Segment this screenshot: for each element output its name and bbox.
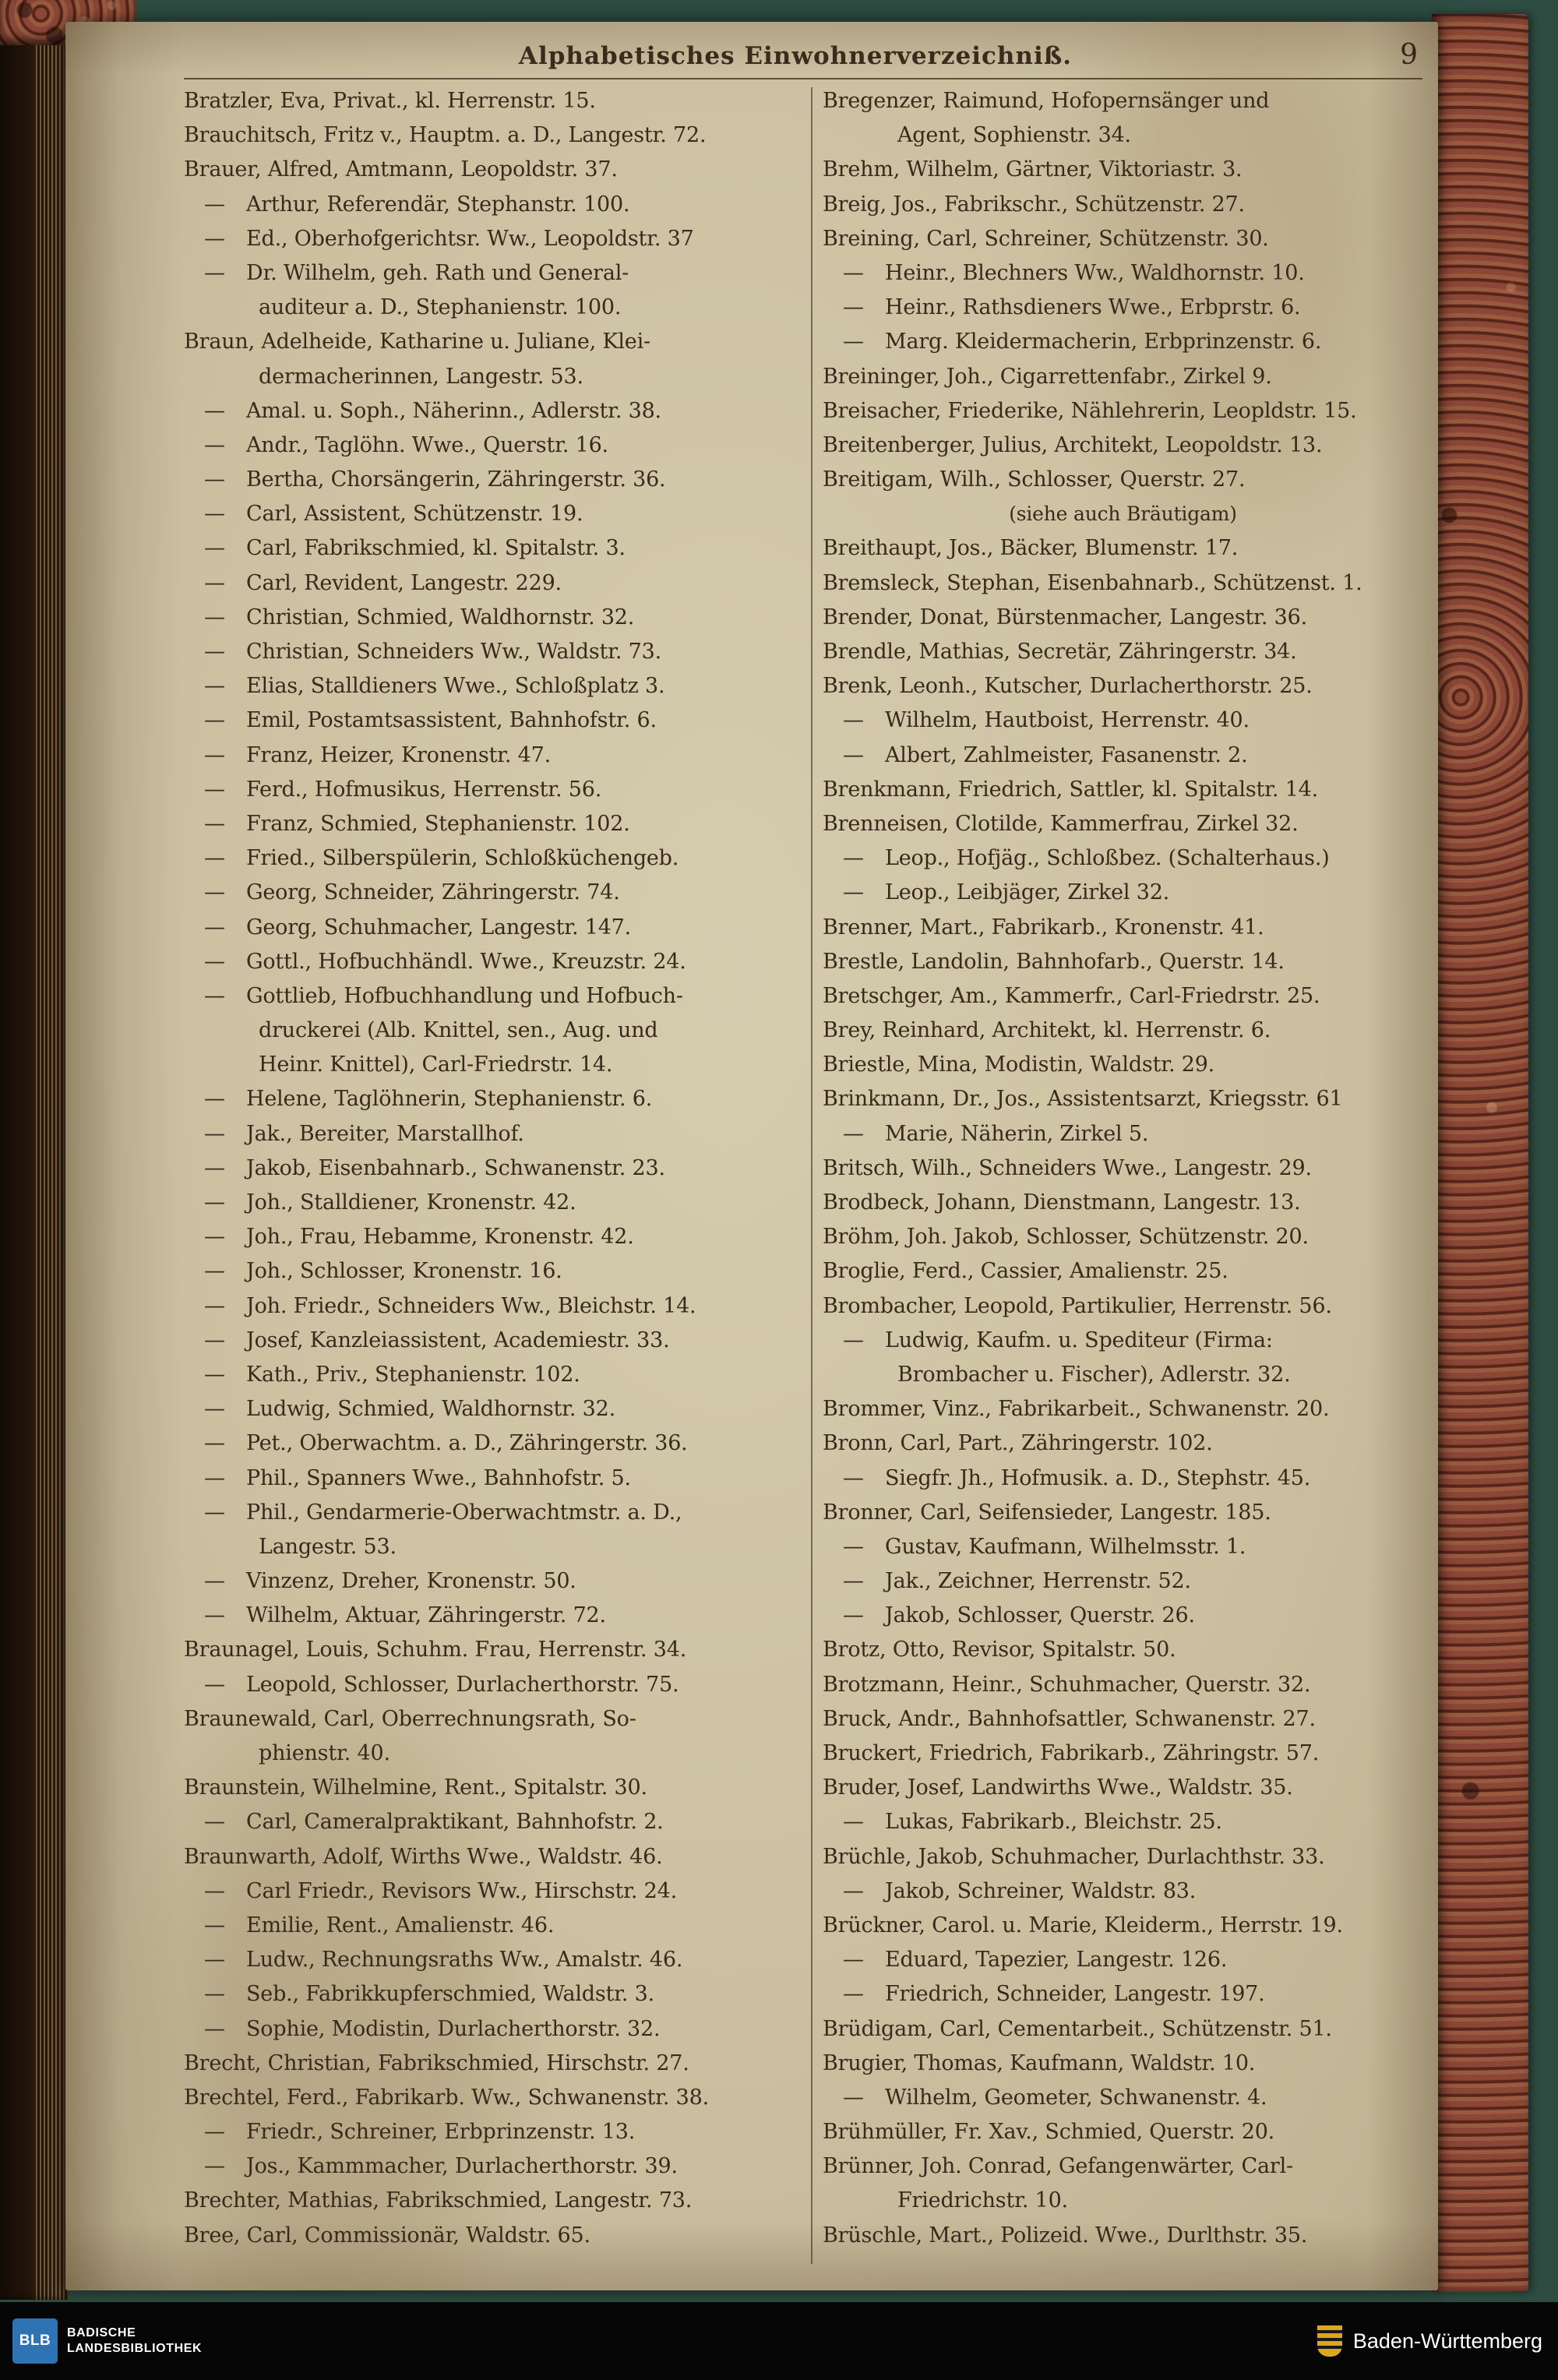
directory-entry-line: Brehm, Wilhelm, Gärtner, Viktoriastr. 3. bbox=[823, 157, 1243, 182]
repeat-surname-dash: — bbox=[204, 432, 225, 457]
repeat-surname-dash: — bbox=[204, 192, 225, 217]
repeat-surname-dash: — bbox=[204, 2120, 225, 2145]
repeat-surname-dash: — bbox=[204, 467, 225, 492]
repeat-surname-dash: — bbox=[204, 708, 225, 733]
entry-text: Seb., Fabrikkupferschmied, Waldstr. 3. bbox=[246, 1982, 655, 2007]
repeat-surname-dash: — bbox=[204, 1603, 225, 1628]
entry-text: Josef, Kanzleiassistent, Academiestr. 33. bbox=[246, 1328, 670, 1352]
entry-text: Georg, Schneider, Zähringerstr. 74. bbox=[246, 880, 620, 905]
directory-entry-line bbox=[823, 1564, 1423, 1599]
directory-column-left bbox=[184, 84, 801, 2264]
directory-entry-line bbox=[184, 1805, 801, 1839]
entry-text: Carl, Cameralpraktikant, Bahnhofstr. 2. bbox=[246, 1810, 664, 1835]
entry-text: Marg. Kleidermacherin, Erbprinzenstr. 6. bbox=[885, 330, 1322, 354]
repeat-surname-dash: — bbox=[204, 1431, 225, 1456]
directory-entry-line: Breitigam, Wilh., Schlosser, Querstr. 27. bbox=[823, 467, 1246, 492]
directory-entry-line: Bronner, Carl, Seifensieder, Langestr. 185. bbox=[823, 1500, 1271, 1525]
directory-entry-line bbox=[184, 1564, 801, 1599]
directory-entry-line bbox=[184, 566, 801, 601]
directory-entry-line: Bratzler, Eva, Privat., kl. Herrenstr. 15. bbox=[184, 89, 596, 113]
directory-entry-line bbox=[184, 1358, 801, 1392]
directory-entry-line bbox=[184, 1977, 801, 2012]
entry-text: Joh., Schlosser, Kronenstr. 16. bbox=[246, 1259, 562, 1284]
directory-entry-line: Brechter, Mathias, Fabrikschmied, Langestr. 73. bbox=[184, 2188, 693, 2213]
directory-entry-line bbox=[823, 841, 1423, 876]
repeat-surname-dash: — bbox=[843, 1948, 864, 1973]
blb-logo-text: BLB bbox=[19, 2332, 51, 2349]
directory-entry-line bbox=[184, 394, 801, 428]
repeat-surname-dash: — bbox=[204, 226, 225, 251]
entry-text: Ludw., Rechnungsraths Ww., Amalstr. 46. bbox=[246, 1948, 683, 1973]
repeat-surname-dash: — bbox=[843, 742, 864, 767]
directory-entry-line bbox=[184, 1289, 801, 1324]
entry-text: Leopold, Schlosser, Durlacherthorstr. 75. bbox=[246, 1672, 679, 1697]
entry-text: Joh., Frau, Hebamme, Kronenstr. 42. bbox=[246, 1225, 634, 1250]
entry-text: Kath., Priv., Stephanienstr. 102. bbox=[246, 1362, 580, 1387]
directory-entry-line: Brombacher, Leopold, Partikulier, Herrenstr. 56. bbox=[823, 1293, 1332, 1318]
directory-entry-line bbox=[823, 2081, 1423, 2115]
repeat-surname-dash: — bbox=[204, 1878, 225, 1903]
repeat-surname-dash: — bbox=[204, 1259, 225, 1284]
directory-entry-line bbox=[184, 1426, 801, 1461]
directory-entry-line: druckerei (Alb. Knittel, sen., Aug. und bbox=[259, 1018, 658, 1043]
directory-entry-line: Agent, Sophienstr. 34. bbox=[897, 123, 1131, 148]
repeat-surname-dash: — bbox=[204, 536, 225, 561]
entry-text: Jakob, Schreiner, Waldstr. 83. bbox=[885, 1878, 1197, 1903]
repeat-surname-dash: — bbox=[204, 1465, 225, 1490]
directory-entry-line bbox=[184, 1599, 801, 1633]
directory-entry-line bbox=[184, 188, 801, 222]
entry-text: Wilhelm, Aktuar, Zähringerstr. 72. bbox=[246, 1603, 606, 1628]
repeat-surname-dash: — bbox=[204, 1225, 225, 1250]
entry-text: Jos., Kammmacher, Durlacherthorstr. 39. bbox=[246, 2154, 678, 2179]
directory-entry-line: Heinr. Knittel), Carl-Friedrstr. 14. bbox=[259, 1052, 613, 1077]
directory-entry-line: Bronn, Carl, Part., Zähringerstr. 102. bbox=[823, 1431, 1213, 1456]
entry-text: Emil, Postamtsassistent, Bahnhofstr. 6. bbox=[246, 708, 657, 733]
directory-entry-line bbox=[184, 635, 801, 669]
repeat-surname-dash: — bbox=[843, 1121, 864, 1146]
directory-entry-line: Brenner, Mart., Fabrikarb., Kronenstr. 41. bbox=[823, 915, 1264, 940]
directory-entry-line: Bröhm, Joh. Jakob, Schlosser, Schützenstr. 20. bbox=[823, 1225, 1309, 1250]
directory-entry-line: Brinkmann, Dr., Jos., Assistentsarzt, Kriegsstr. 61 bbox=[823, 1087, 1343, 1112]
directory-entry-line: Braunagel, Louis, Schuhm. Frau, Herrenstr. 34. bbox=[184, 1638, 687, 1662]
entry-text: Jak., Zeichner, Herrenstr. 52. bbox=[885, 1569, 1191, 1594]
book-page bbox=[65, 22, 1438, 2290]
entry-text: Andr., Taglöhn. Wwe., Querstr. 16. bbox=[246, 432, 608, 457]
directory-entry-line: Bruder, Josef, Landwirths Wwe., Waldstr. 35. bbox=[823, 1775, 1293, 1800]
directory-entry-line: Breig, Jos., Fabrikschr., Schützenstr. 27. bbox=[823, 192, 1245, 217]
directory-entry-line bbox=[184, 1943, 801, 1977]
directory-entry-line bbox=[823, 1324, 1423, 1358]
directory-entry-line: Brugier, Thomas, Kaufmann, Waldstr. 10. bbox=[823, 2050, 1256, 2075]
entry-text: Dr. Wilhelm, geh. Rath und General- bbox=[246, 260, 629, 285]
repeat-surname-dash: — bbox=[204, 1362, 225, 1387]
repeat-surname-dash: — bbox=[204, 846, 225, 871]
entry-text: Leop., Hofjäg., Schloßbez. (Schalterhaus.) bbox=[885, 846, 1330, 871]
directory-entry-line bbox=[184, 1392, 801, 1426]
repeat-surname-dash: — bbox=[204, 2154, 225, 2179]
directory-entry-line: Brecht, Christian, Fabrikschmied, Hirschstr. 27. bbox=[184, 2050, 689, 2075]
directory-entry-line bbox=[823, 1461, 1423, 1496]
entry-text: Sophie, Modistin, Durlacherthorstr. 32. bbox=[246, 2016, 661, 2041]
directory-entry-line: Bruck, Andr., Bahnhofsattler, Schwanenstr. 27. bbox=[823, 1706, 1316, 1731]
directory-entry-line bbox=[184, 463, 801, 497]
entry-text: Amal. u. Soph., Näherinn., Adlerstr. 38. bbox=[246, 398, 661, 423]
directory-entry-line bbox=[184, 531, 801, 566]
directory-entry-line bbox=[184, 1496, 801, 1530]
directory-entry-line: Braun, Adelheide, Katharine u. Juliane, Klei- bbox=[184, 330, 650, 354]
directory-entry-line bbox=[184, 222, 801, 256]
repeat-surname-dash: — bbox=[204, 1121, 225, 1146]
directory-entry-line bbox=[184, 428, 801, 463]
directory-entry-line bbox=[184, 1082, 801, 1116]
directory-entry-line: Friedrichstr. 10. bbox=[897, 2188, 1068, 2213]
directory-entry-line bbox=[184, 841, 801, 876]
library-name bbox=[67, 2325, 202, 2357]
repeat-surname-dash: — bbox=[843, 708, 864, 733]
repeat-surname-dash: — bbox=[204, 1810, 225, 1835]
directory-entry-line: Brey, Reinhard, Architekt, kl. Herrenstr. 6. bbox=[823, 1018, 1271, 1043]
directory-entry-line: Bregenzer, Raimund, Hofopernsänger und bbox=[823, 89, 1270, 113]
directory-entry-line: Breininger, Joh., Cigarrettenfabr., Zirkel 9. bbox=[823, 364, 1272, 389]
directory-entry-line bbox=[184, 1151, 801, 1186]
directory-entry-line bbox=[184, 876, 801, 910]
page-number: 9 bbox=[1400, 39, 1418, 71]
directory-column-right bbox=[823, 84, 1423, 2264]
entry-text: Ludwig, Kaufm. u. Spediteur (Firma: bbox=[885, 1328, 1273, 1352]
directory-entry-line: Briestle, Mina, Modistin, Waldstr. 29. bbox=[823, 1052, 1215, 1077]
entry-text: Joh., Stalldiener, Kronenstr. 42. bbox=[246, 1190, 576, 1215]
directory-entry-line: Bretschger, Am., Kammerfr., Carl-Friedrstr. 25. bbox=[823, 983, 1320, 1008]
directory-entry-line: Brauchitsch, Fritz v., Hauptm. a. D., Langestr. 72. bbox=[184, 123, 707, 148]
directory-entry-line bbox=[184, 911, 801, 945]
repeat-surname-dash: — bbox=[204, 1155, 225, 1180]
repeat-surname-dash: — bbox=[204, 1397, 225, 1422]
repeat-surname-dash: — bbox=[204, 949, 225, 974]
directory-entry-line: Brühmüller, Fr. Xav., Schmied, Querstr. 20. bbox=[823, 2120, 1275, 2145]
entry-text: Phil., Gendarmerie-Oberwachtmstr. a. D., bbox=[246, 1500, 682, 1525]
directory-entry-line bbox=[184, 669, 801, 703]
entry-text: Ludwig, Schmied, Waldhornstr. 32. bbox=[246, 1397, 615, 1422]
directory-entry-line bbox=[184, 703, 801, 738]
repeat-surname-dash: — bbox=[204, 983, 225, 1008]
repeat-surname-dash: — bbox=[843, 1328, 864, 1352]
repeat-surname-dash: — bbox=[843, 846, 864, 871]
book-spine-page-edges bbox=[0, 0, 69, 2300]
repeat-surname-dash: — bbox=[204, 1328, 225, 1352]
directory-entry-line: Brenneisen, Clotilde, Kammerfrau, Zirkel 32. bbox=[823, 811, 1299, 836]
entry-text: Jakob, Eisenbahnarb., Schwanenstr. 23. bbox=[246, 1155, 665, 1180]
directory-entry-line: Brotz, Otto, Revisor, Spitalstr. 50. bbox=[823, 1638, 1176, 1662]
directory-entry-line: Brotzmann, Heinr., Schuhmacher, Querstr. 32. bbox=[823, 1672, 1311, 1697]
repeat-surname-dash: — bbox=[843, 1465, 864, 1490]
entry-text: Eduard, Tapezier, Langestr. 126. bbox=[885, 1948, 1228, 1973]
repeat-surname-dash: — bbox=[204, 398, 225, 423]
entry-text: Gustav, Kaufmann, Wilhelmsstr. 1. bbox=[885, 1534, 1246, 1559]
repeat-surname-dash: — bbox=[843, 295, 864, 320]
entry-text: Friedrich, Schneider, Langestr. 197. bbox=[885, 1982, 1265, 2007]
directory-entry-line: Breithaupt, Jos., Bäcker, Blumenstr. 17. bbox=[823, 536, 1239, 561]
entry-text: Leop., Leibjäger, Zirkel 32. bbox=[885, 880, 1170, 905]
directory-entry-line bbox=[823, 325, 1423, 359]
directory-entry-line: Breitenberger, Julius, Architekt, Leopoldstr. 13. bbox=[823, 432, 1323, 457]
entry-text: Christian, Schmied, Waldhornstr. 32. bbox=[246, 605, 635, 629]
directory-entry-line bbox=[184, 1668, 801, 1702]
entry-text: Pet., Oberwachtm. a. D., Zähringerstr. 36. bbox=[246, 1431, 688, 1456]
directory-entry-line: Brenk, Leonh., Kutscher, Durlacherthorstr. 25. bbox=[823, 674, 1313, 699]
repeat-surname-dash: — bbox=[843, 880, 864, 905]
page-title: Alphabetisches Einwohnerverzeichniß. bbox=[518, 42, 1073, 70]
directory-entry-line: Britsch, Wilh., Schneiders Wwe., Langestr. 29. bbox=[823, 1155, 1312, 1180]
entry-text: Joh. Friedr., Schneiders Ww., Bleichstr. 14. bbox=[246, 1293, 696, 1318]
directory-entry-line: Brüschle, Mart., Polizeid. Wwe., Durlthstr. 35. bbox=[823, 2223, 1308, 2248]
repeat-surname-dash: — bbox=[843, 330, 864, 354]
directory-entry-line: Braunwarth, Adolf, Wirths Wwe., Waldstr. 46. bbox=[184, 1844, 663, 1869]
directory-entry-line bbox=[823, 1805, 1423, 1839]
directory-entry-line: Broglie, Ferd., Cassier, Amalienstr. 25. bbox=[823, 1259, 1228, 1284]
repeat-surname-dash: — bbox=[204, 640, 225, 664]
repeat-surname-dash: — bbox=[843, 1569, 864, 1594]
repeat-surname-dash: — bbox=[204, 742, 225, 767]
library-name-line2: LANDESBIBLIOTHEK bbox=[67, 2342, 203, 2355]
directory-entry-line bbox=[823, 256, 1423, 291]
repeat-surname-dash: — bbox=[843, 1982, 864, 2007]
column-divider bbox=[811, 87, 812, 2264]
repeat-surname-dash: — bbox=[204, 1190, 225, 1215]
entry-text: Fried., Silberspülerin, Schloßküchengeb. bbox=[246, 846, 679, 871]
directory-entry-line: Brechtel, Ferd., Fabrikarb. Ww., Schwanenstr. 38. bbox=[184, 2085, 710, 2110]
directory-entry-line bbox=[823, 1530, 1423, 1564]
directory-entry-line bbox=[184, 979, 801, 1014]
entry-text: Wilhelm, Geometer, Schwanenstr. 4. bbox=[885, 2085, 1267, 2110]
repeat-surname-dash: — bbox=[204, 1569, 225, 1594]
directory-entry-line bbox=[823, 703, 1423, 738]
repeat-surname-dash: — bbox=[843, 260, 864, 285]
directory-entry-line bbox=[184, 945, 801, 979]
directory-entry-line: Brender, Donat, Bürstenmacher, Langestr. 36. bbox=[823, 605, 1308, 629]
directory-entry-line: Bremsleck, Stephan, Eisenbahnarb., Schützenst. 1. bbox=[823, 570, 1362, 595]
directory-entry-line: Bree, Carl, Commissionär, Waldstr. 65. bbox=[184, 2223, 590, 2248]
repeat-surname-dash: — bbox=[204, 1293, 225, 1318]
directory-entry-line bbox=[823, 739, 1423, 773]
directory-entry-line bbox=[184, 1324, 801, 1358]
directory-entry-line: Langestr. 53. bbox=[259, 1534, 397, 1559]
repeat-surname-dash: — bbox=[204, 811, 225, 836]
repeat-surname-dash: — bbox=[204, 777, 225, 802]
repeat-surname-dash: — bbox=[204, 880, 225, 905]
page-header bbox=[65, 22, 1438, 78]
entry-text: Franz, Schmied, Stephanienstr. 102. bbox=[246, 811, 630, 836]
directory-entry-line: Brendle, Mathias, Secretär, Zähringerstr. 34. bbox=[823, 640, 1297, 664]
repeat-surname-dash: — bbox=[204, 1913, 225, 1937]
directory-entry-line: Brüchle, Jakob, Schuhmacher, Durlachthstr. 33. bbox=[823, 1844, 1325, 1869]
entry-text: Arthur, Referendär, Stephanstr. 100. bbox=[246, 192, 630, 217]
entry-text: Heinr., Blechners Ww., Waldhornstr. 10. bbox=[885, 260, 1305, 285]
entry-text: Friedr., Schreiner, Erbprinzenstr. 13. bbox=[246, 2120, 636, 2145]
repeat-surname-dash: — bbox=[204, 674, 225, 699]
directory-columns bbox=[65, 79, 1438, 2264]
blb-logo bbox=[12, 2318, 58, 2364]
directory-entry-line: auditeur a. D., Stephanienstr. 100. bbox=[259, 295, 622, 320]
repeat-surname-dash: — bbox=[204, 2016, 225, 2041]
baden-wuerttemberg-crest-icon bbox=[1317, 2325, 1342, 2357]
library-name-line1: BADISCHE bbox=[67, 2326, 136, 2339]
entry-text: Albert, Zahlmeister, Fasanenstr. 2. bbox=[885, 742, 1248, 767]
repeat-surname-dash: — bbox=[204, 260, 225, 285]
directory-entry-line bbox=[184, 739, 801, 773]
entry-text: Phil., Spanners Wwe., Bahnhofstr. 5. bbox=[246, 1465, 631, 1490]
directory-entry-line bbox=[823, 1977, 1423, 2012]
entry-text: Helene, Taglöhnerin, Stephanienstr. 6. bbox=[246, 1087, 653, 1112]
directory-entry-line bbox=[184, 773, 801, 807]
entry-text: Franz, Heizer, Kronenstr. 47. bbox=[246, 742, 552, 767]
entry-text: Wilhelm, Hautboist, Herrenstr. 40. bbox=[885, 708, 1250, 733]
directory-entry-line: phienstr. 40. bbox=[259, 1741, 390, 1765]
directory-entry-line: Braunewald, Carl, Oberrechnungsrath, So- bbox=[184, 1706, 636, 1731]
directory-entry-line: Braunstein, Wilhelmine, Rent., Spitalstr. 30. bbox=[184, 1775, 647, 1800]
entry-text: Carl, Fabrikschmied, kl. Spitalstr. 3. bbox=[246, 536, 626, 561]
entry-text: Carl Friedr., Revisors Ww., Hirschstr. 24. bbox=[246, 1878, 677, 1903]
directory-entry-line bbox=[184, 1117, 801, 1151]
directory-entry-line: Brommer, Vinz., Fabrikarbeit., Schwanenstr. 20. bbox=[823, 1397, 1330, 1422]
directory-entry-line bbox=[184, 1909, 801, 1943]
viewer-footer-bar bbox=[0, 2302, 1558, 2380]
entry-text: Christian, Schneiders Ww., Waldstr. 73. bbox=[246, 640, 661, 664]
entry-text: Carl, Revident, Langestr. 229. bbox=[246, 570, 562, 595]
directory-entry-line bbox=[184, 497, 801, 531]
repeat-surname-dash: — bbox=[843, 1603, 864, 1628]
repeat-surname-dash: — bbox=[843, 2085, 864, 2110]
entry-text: Siegfr. Jh., Hofmusik. a. D., Stephstr. 45. bbox=[885, 1465, 1311, 1490]
book-cover-marble-right bbox=[1432, 14, 1528, 2292]
directory-entry-line bbox=[184, 807, 801, 841]
entry-text: Emilie, Rent., Amalienstr. 46. bbox=[246, 1913, 555, 1937]
entry-text: Marie, Näherin, Zirkel 5. bbox=[885, 1121, 1149, 1146]
repeat-surname-dash: — bbox=[843, 1878, 864, 1903]
directory-entry-line: Bruckert, Friedrich, Fabrikarb., Zähringstr. 57. bbox=[823, 1741, 1320, 1765]
repeat-surname-dash: — bbox=[204, 915, 225, 940]
entry-text: Gottlieb, Hofbuchhandlung und Hofbuch- bbox=[246, 983, 683, 1008]
repeat-surname-dash: — bbox=[204, 502, 225, 527]
directory-entry-line bbox=[184, 1186, 801, 1220]
directory-entry-line bbox=[184, 1874, 801, 1909]
directory-entry-line: Brückner, Carol. u. Marie, Kleiderm., Herrstr. 19. bbox=[823, 1913, 1343, 1937]
entry-text: Georg, Schuhmacher, Langestr. 147. bbox=[246, 915, 632, 940]
repeat-surname-dash: — bbox=[204, 1982, 225, 2007]
directory-entry-line: Breining, Carl, Schreiner, Schützenstr. 30. bbox=[823, 226, 1269, 251]
entry-text: Ed., Oberhofgerichtsr. Ww., Leopoldstr. 37 bbox=[246, 226, 694, 251]
entry-text: Bertha, Chorsängerin, Zähringerstr. 36. bbox=[246, 467, 666, 492]
directory-entry-line bbox=[823, 1943, 1423, 1977]
directory-entry-line: Brüdigam, Carl, Cementarbeit., Schützenstr. 51. bbox=[823, 2016, 1332, 2041]
region-badge bbox=[1317, 2302, 1542, 2380]
repeat-surname-dash: — bbox=[204, 1087, 225, 1112]
entry-text: Jak., Bereiter, Marstallhof. bbox=[246, 1121, 524, 1146]
repeat-surname-dash: — bbox=[204, 605, 225, 629]
directory-entry-line bbox=[823, 1117, 1423, 1151]
directory-entry-line bbox=[823, 876, 1423, 910]
repeat-surname-dash: — bbox=[843, 1810, 864, 1835]
entry-text: Carl, Assistent, Schützenstr. 19. bbox=[246, 502, 583, 527]
entry-text: Vinzenz, Dreher, Kronenstr. 50. bbox=[246, 1569, 576, 1594]
directory-entry-line bbox=[184, 256, 801, 291]
directory-entry-line: Brünner, Joh. Conrad, Gefangenwärter, Carl- bbox=[823, 2154, 1293, 2179]
repeat-surname-dash: — bbox=[204, 1672, 225, 1697]
directory-entry-line bbox=[184, 1461, 801, 1496]
entry-text: Ferd., Hofmusikus, Herrenstr. 56. bbox=[246, 777, 602, 802]
repeat-surname-dash: — bbox=[204, 570, 225, 595]
directory-entry-line: Brombacher u. Fischer), Adlerstr. 32. bbox=[897, 1362, 1291, 1387]
directory-entry-line: Brestle, Landolin, Bahnhofarb., Querstr. 14. bbox=[823, 949, 1285, 974]
entry-text: Gottl., Hofbuchhändl. Wwe., Kreuzstr. 24. bbox=[246, 949, 686, 974]
entry-text: Elias, Stalldieners Wwe., Schloßplatz 3. bbox=[246, 674, 665, 699]
directory-entry-line bbox=[184, 601, 801, 635]
entry-text: Lukas, Fabrikarb., Bleichstr. 25. bbox=[885, 1810, 1222, 1835]
directory-entry-line: Breisacher, Friederike, Nählehrerin, Leopldstr. 15. bbox=[823, 398, 1357, 423]
directory-entry-line: (siehe auch Bräutigam) bbox=[1009, 502, 1237, 526]
region-label: Baden-Württemberg bbox=[1352, 2329, 1542, 2353]
repeat-surname-dash: — bbox=[204, 1948, 225, 1973]
directory-entry-line: Brauer, Alfred, Amtmann, Leopoldstr. 37. bbox=[184, 157, 618, 182]
directory-entry-line: Brodbeck, Johann, Dienstmann, Langestr. 13. bbox=[823, 1190, 1301, 1215]
directory-entry-line bbox=[823, 291, 1423, 325]
repeat-surname-dash: — bbox=[204, 1500, 225, 1525]
directory-entry-line bbox=[823, 1599, 1423, 1633]
directory-entry-line bbox=[184, 1254, 801, 1289]
directory-entry-line bbox=[184, 2012, 801, 2047]
entry-text: Jakob, Schlosser, Querstr. 26. bbox=[885, 1603, 1195, 1628]
entry-text: Heinr., Rathsdieners Wwe., Erbprstr. 6. bbox=[885, 295, 1301, 320]
directory-entry-line: dermacherinnen, Langestr. 53. bbox=[259, 364, 583, 389]
directory-entry-line bbox=[184, 2115, 801, 2149]
directory-entry-line bbox=[184, 1220, 801, 1254]
directory-entry-line bbox=[184, 2149, 801, 2184]
directory-entry-line: Brenkmann, Friedrich, Sattler, kl. Spitalstr. 14. bbox=[823, 777, 1318, 802]
repeat-surname-dash: — bbox=[843, 1534, 864, 1559]
directory-entry-line bbox=[823, 1874, 1423, 1909]
